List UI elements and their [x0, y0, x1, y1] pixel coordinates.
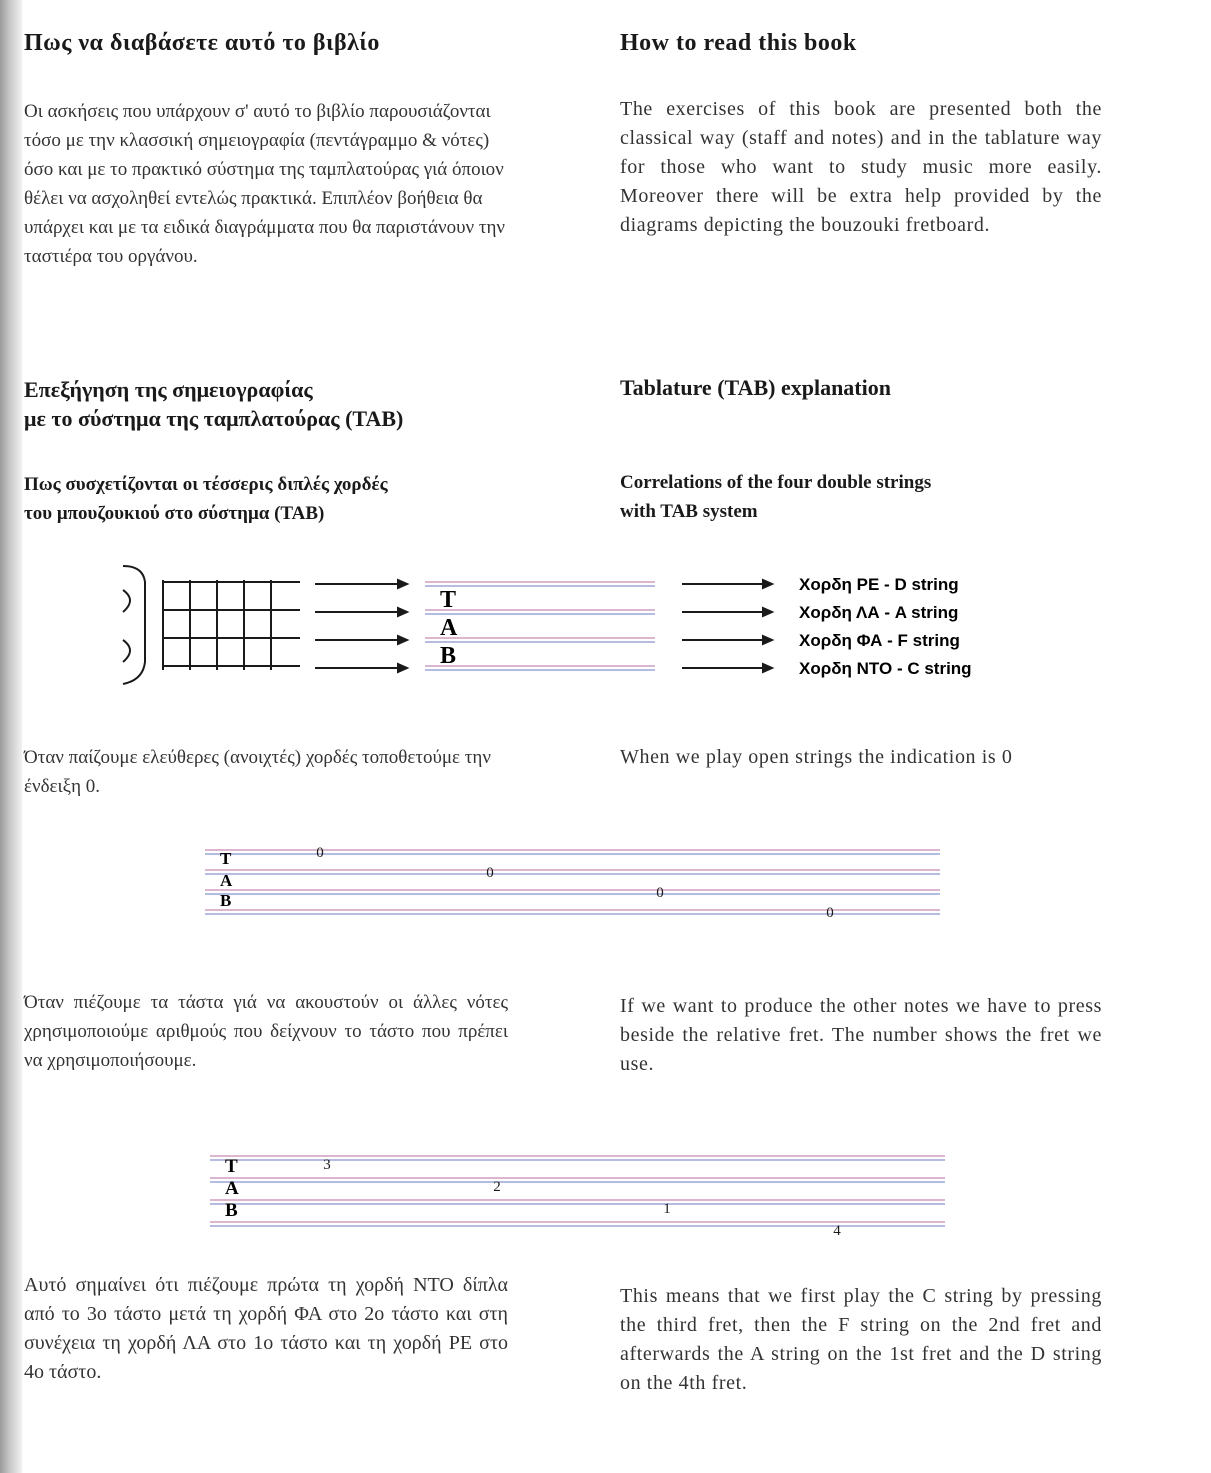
tab-example-open [200, 838, 945, 928]
english-sub-line2: with TAB system [620, 501, 758, 522]
example_frets-note-4: 4 [833, 1223, 841, 1238]
example_frets-note-1: 3 [323, 1157, 331, 1173]
tab-letter-b: B [440, 643, 457, 669]
tab-example-open-a: A [220, 871, 233, 890]
example_frets-note-3: 1 [663, 1201, 671, 1217]
tab-staff-lines [425, 582, 655, 670]
legend-c-string: Χορδη ΝΤΟ - C string [799, 659, 972, 678]
greek-open-strings: Όταν παίζουμε ελεύθερες (ανοιχτές) χορδές τοποθετούμε την ένδειξη 0. [24, 747, 491, 797]
tab-example-frets-b: B [225, 1200, 238, 1221]
fretboard-correlation-diagram [115, 560, 1055, 700]
greek-section-line1: Επεξήγηση της σημειογραφίας [24, 377, 313, 402]
legend-a-string: Χορδη ΛΑ - A string [799, 603, 959, 622]
greek-frets: Όταν πιέζουμε τα τάστα γιά να ακουστούν οι άλλες νότες χρησιμοποιούμε αριθμούς που δείχνουν το τάστο που πρέπει να χρησιμοποιήσουμε. [24, 992, 508, 1071]
example_open-note-1: 0 [316, 845, 324, 861]
greek-section-line2: με το σύστημα της ταμπλατούρας (TAB) [24, 406, 404, 431]
english-intro: The exercises of this book are presented both the classical way (staff and notes) and in the tablature way for those who want to study music more easily. Moreover there will be extra help provided by the diagrams depicting the bouzouki fretboard. [620, 98, 1102, 236]
example_open-note-4: 0 [826, 905, 834, 921]
greek-sub-line2: του μπουζουκιού στο σύστημα (TAB) [24, 503, 325, 524]
greek-meaning: Αυτό σημαίνει ότι πιέζουμε πρώτα τη χορδή ΝΤΟ δίπλα από το 3ο τάστο μετά τη χορδή ΦΑ στο 2ο τάστο και στη συνέχεια τη χορδή ΛΑ στο 1ο τάστο και τη χορδή ΡΕ στο 4ο τάστο. [24, 1274, 508, 1383]
fretboard-arrows [315, 580, 407, 672]
greek-subheading [24, 470, 524, 528]
english-title: How to read this book [620, 30, 857, 56]
english-frets: If we want to produce the other notes we have to press beside the relative fret. The number shows the fret we use. [620, 995, 1102, 1075]
tab-example-frets [205, 1148, 950, 1238]
english-section-heading: Tablature (TAB) explanation [620, 375, 891, 400]
legend-d-string: Χορδη ΡΕ - D string [799, 575, 959, 594]
english-subheading [620, 468, 931, 526]
tab-letter-t: T [440, 587, 457, 613]
legend-arrows [682, 580, 772, 672]
tab-example-open-t: T [220, 849, 232, 868]
tab-example-frets-lines [210, 1156, 945, 1226]
greek-sub-line1: Πως συσχετίζονται οι τέσσερις διπλές χορδές [24, 474, 388, 495]
english-open-strings: When we play open strings the indication is 0 [620, 746, 1013, 768]
legend-f-string: Χορδη ΦΑ - F string [799, 631, 960, 650]
english-sub-line1: Correlations of the four double strings [620, 472, 932, 493]
greek-title: Πως να διαβάσετε αυτό το βιβλίο [24, 30, 380, 56]
example_open-note-2: 0 [486, 865, 494, 881]
book-spine-shadow [0, 0, 22, 1473]
tab-example-frets-t: T [225, 1156, 238, 1177]
english-meaning: This means that we first play the C string by pressing the third fret, then the F string on the 2nd fret and afterwards the A string on the 1st fret and the D string on the 4th fret. [620, 1285, 1102, 1394]
tab-example-open-b: B [220, 891, 232, 910]
example_open-note-3: 0 [656, 885, 664, 901]
fretboard-drawing [123, 566, 300, 684]
greek-section-heading [24, 375, 524, 433]
greek-intro: Οι ασκήσεις που υπάρχουν σ' αυτό το βιβλίο παρουσιάζονται τόσο με την κλασσική σημειογραφία (πεντάγραμμο & νότες) όσο και με το πρακτικό σύστημα της ταμπλατούρας γιά όποιον θέλει να ασχοληθεί εντελώς πρακτικά. Επιπλέον βοήθεια θα υπάρχει και με τα ειδικά διαγράμματα που θα παριστάνουν την ταστιέρα του οργάνου. [24, 101, 506, 267]
tab-example-frets-a: A [225, 1178, 239, 1199]
tab-letter-a: A [440, 615, 458, 641]
example_frets-note-2: 2 [493, 1179, 501, 1195]
